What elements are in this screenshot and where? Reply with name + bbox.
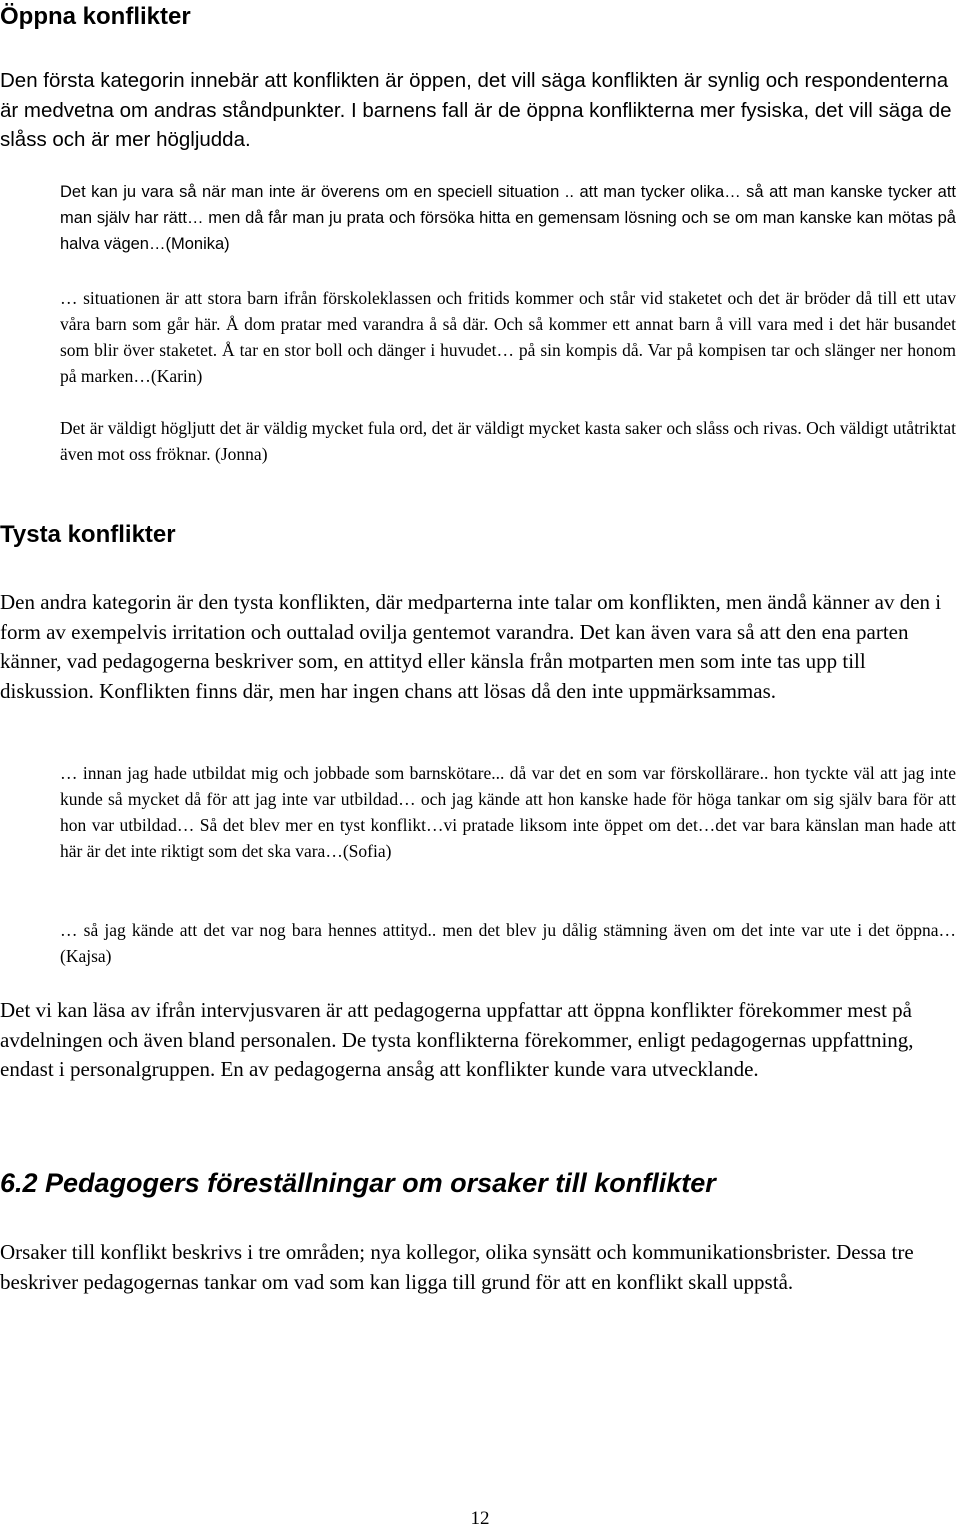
heading-open-conflicts: Öppna konflikter [0,3,191,30]
paragraph-silent-conflicts-intro: Den andra kategorin är den tysta konflikten, där medparterna inte talar om konflikten, men ändå känner av den i form av exempelvis irritation och outtalad ovilja gentemot varandra. Det kan även vara så att den ena parten känner, vad pedagogerna beskriver som, en attityd eller känsla från motparten men som inte tas upp till diskussion. Konflikten finns där, men har ingen chans att lösas då den inte uppmärksammas. [0,590,942,703]
paragraph-open-conflicts-intro: Den första kategorin innebär att konflikten är öppen, det vill säga konflikten är synlig och respondenterna är medvetna om andras ståndpunkter. I barnens fall är de öppna konflikterna mer fysiska, det vill säga de slåss och är mer högljudda. [0,69,952,151]
quote-sofia: … innan jag hade utbildat mig och jobbade som barnskötare... då var det en som var förskollärare.. hon tyckte väl att jag inte kunde så mycket då för att jag inte var utbildad… och jag kände att hon kanske hade för höga tankar om sig själv bara för att hon var utbildad… Så det blev mer en tyst konflikt…vi pratade liksom inte öppet om det…det var bara känslan man hade att här är det inte riktigt som det ska vara…(Sofia) [60,763,956,861]
quote-monika: Det kan ju vara så när man inte är överens om en speciell situation .. att man tycker olika… så att man kanske tycker att man själv har rätt… men då får man ju prata och försöka hitta en gemensam lösning och se om man kanske kan mötas på halva vägen…(Monika) [60,183,956,253]
paragraph-causes-intro: Orsaker till konflikt beskrivs i tre områden; nya kollegor, olika synsätt och kommunikationsbrister. Dessa tre beskriver pedagogernas tankar om vad som kan ligga till grund för att en konflikt skall uppstå. [0,1240,914,1294]
quote-karin: … situationen är att stora barn ifrån förskoleklassen och fritids kommer och står vid staketet och det är bröder då till ett utav våra barn som går här. Å dom pratar med varandra å så där. Och så kommer ett annat barn å vill vara med i det här busandet som blir över staketet. Å tar en stor boll och dänger i huvudet… på sin kompis då. Var på kompisen tar och slänger ner honom på marken…(Karin) [60,288,956,386]
heading-silent-conflicts: Tysta konflikter [0,521,176,548]
paragraph-conclusion: Det vi kan läsa av ifrån intervjusvaren är att pedagogerna uppfattar att öppna konflikter förekommer mest på avdelningen och även bland personalen. De tysta konflikterna förekommer, enligt pedagogernas uppfattning, endast i personalgruppen. En av pedagogerna ansåg att konflikter kunde vara utvecklande. [0,998,914,1081]
page-number: 12 [470,1508,490,1529]
quote-jonna: Det är väldigt högljutt det är väldig mycket fula ord, det är väldigt mycket kasta saker och slåss och rivas. Och väldigt utåtriktat även mot oss fröknar. (Jonna) [60,418,956,464]
heading-chapter-6-2: 6.2 Pedagogers föreställningar om orsaker till konflikter [0,1168,716,1198]
quote-kajsa: … så jag kände att det var nog bara hennes attityd.. men det blev ju dålig stämning även om det inte var ute i det öppna…(Kajsa) [60,920,956,966]
